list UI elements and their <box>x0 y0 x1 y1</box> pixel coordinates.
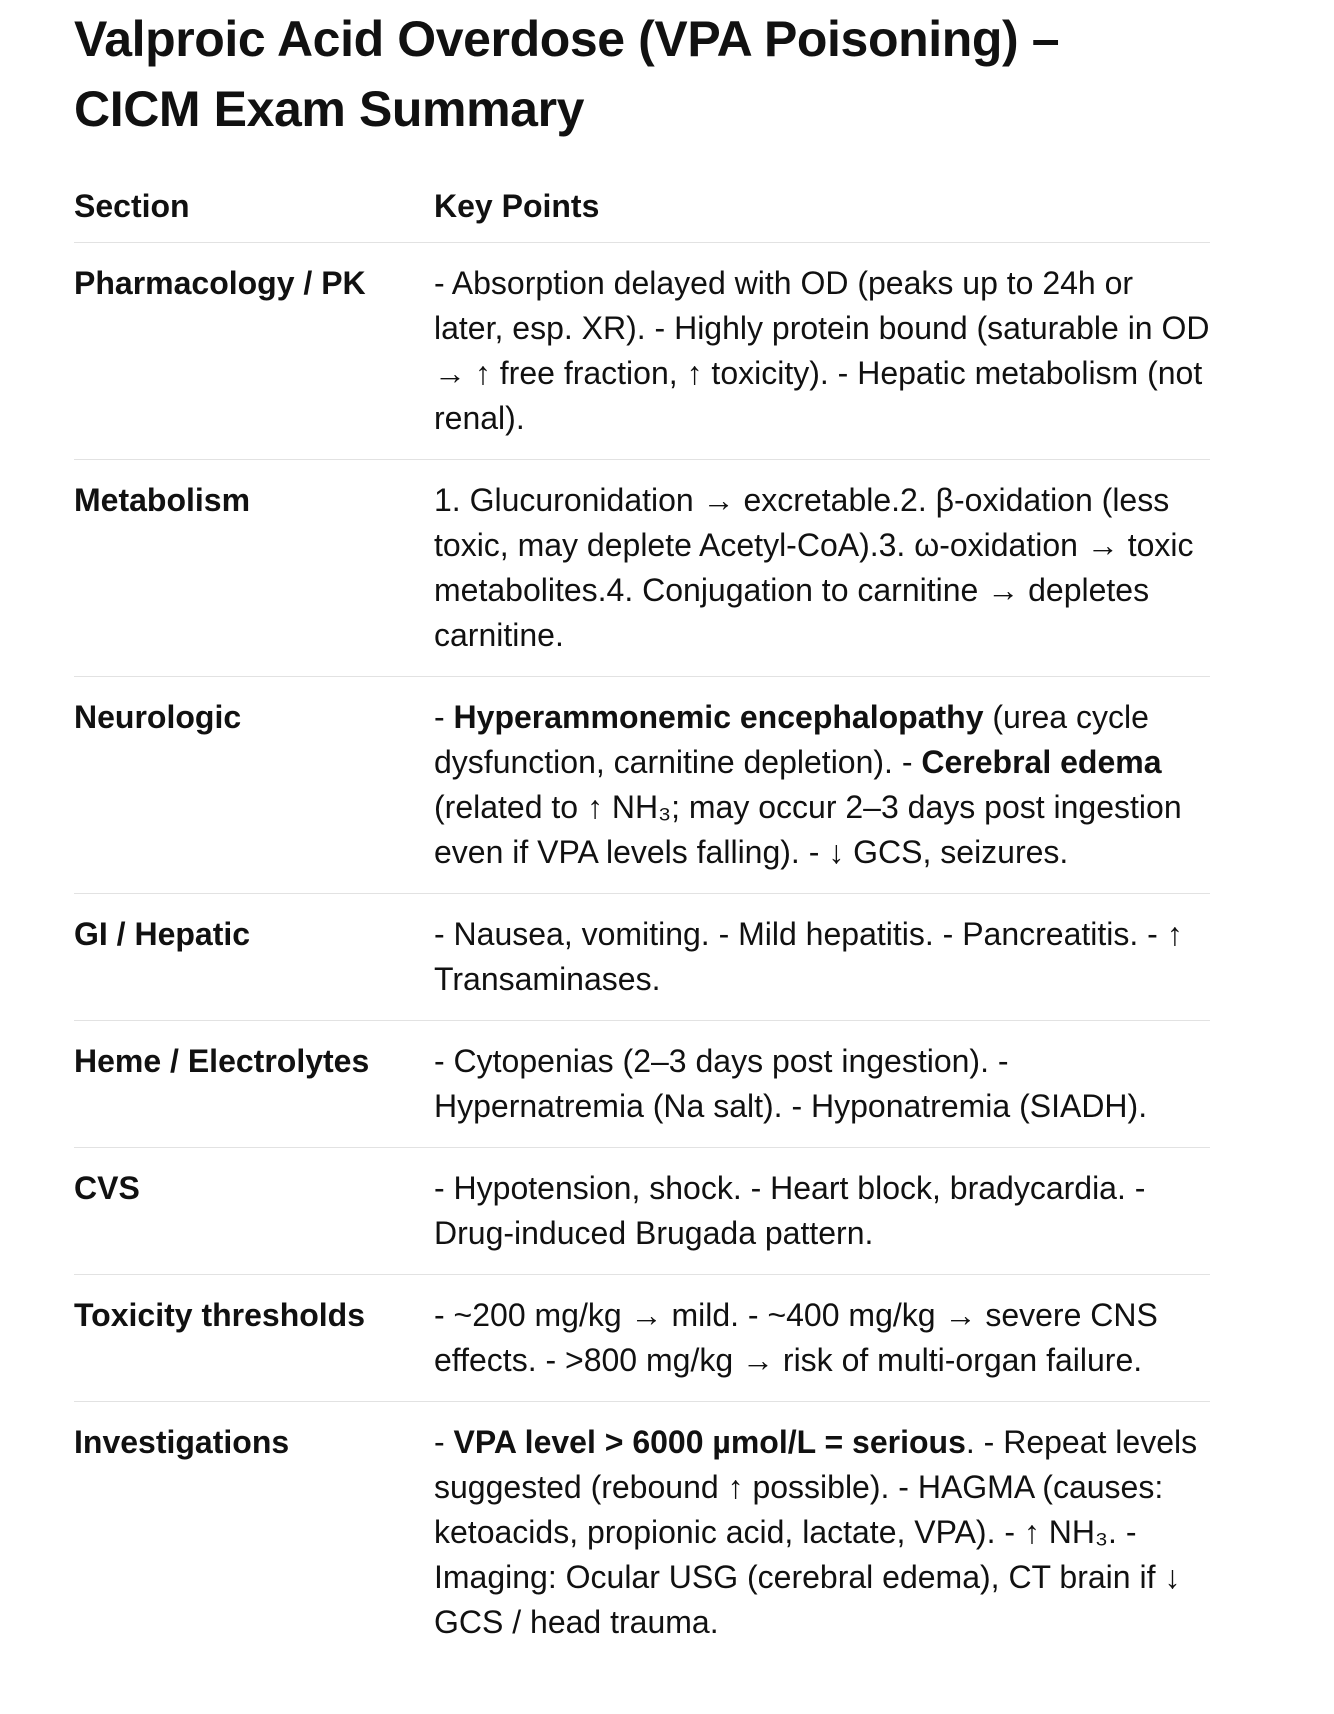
page-title: Valproic Acid Overdose (VPA Poisoning) – CICM Exam Summary <box>74 11 1060 137</box>
key-point-text: - ~200 mg/kg → mild. - ~400 mg/kg → severe CNS effects. - >800 mg/kg → risk of multi-organ failure. <box>434 1297 1158 1378</box>
row-key-points <box>434 460 1210 676</box>
table-row <box>74 460 1210 677</box>
table-row <box>74 1402 1210 1663</box>
table-row <box>74 1021 1210 1148</box>
row-key-points <box>434 1402 1210 1663</box>
key-point-text: - Nausea, vomiting. - Mild hepatitis. - Pancreatitis. - ↑ Transaminases. <box>434 916 1183 997</box>
key-point-text: - <box>434 699 454 735</box>
key-point-emphasis: Hyperammonemic encephalopathy <box>453 699 984 735</box>
header-key-points: Key Points <box>434 188 600 224</box>
header-section: Section <box>74 188 190 224</box>
row-section-label: Pharmacology / PK <box>74 265 366 301</box>
row-key-points <box>434 243 1210 459</box>
row-key-points <box>434 1021 1210 1147</box>
key-point-text: - Hypotension, shock. - Heart block, bradycardia. - Drug-induced Brugada pattern. <box>434 1170 1146 1251</box>
key-point-text: (urea cycle dysfunction, carnitine depletion). - <box>434 699 1149 780</box>
key-point-emphasis: VPA level > 6000 µmol/L = serious <box>453 1424 966 1460</box>
row-section-label: GI / Hepatic <box>74 916 251 952</box>
table-row <box>74 1275 1210 1402</box>
key-point-text: 1. Glucuronidation → excretable.2. β-oxidation (less toxic, may deplete Acetyl-CoA).3. ω-oxidation → toxic metabolites.4. Conjugation to carnitine → depletes carnitine. <box>434 482 1194 653</box>
table-header-row <box>74 180 1210 243</box>
key-point-text: . - Repeat levels suggested (rebound ↑ possible). - HAGMA (causes: ketoacids, propionic acid, lactate, VPA). - ↑ NH₃. - Imaging: Ocular USG (cerebral edema), CT brain if ↓ GCS / head trauma. <box>434 1424 1198 1640</box>
key-point-text: - <box>434 1424 454 1460</box>
row-key-points <box>434 677 1210 893</box>
row-section-label: Investigations <box>74 1424 290 1460</box>
table-row <box>74 1148 1210 1275</box>
table-row <box>74 243 1210 460</box>
key-point-text: (related to ↑ NH₃; may occur 2–3 days post ingestion even if VPA levels falling). - ↓ GCS, seizures. <box>434 789 1182 870</box>
row-section-label: Metabolism <box>74 482 251 518</box>
row-key-points <box>434 894 1210 1020</box>
row-section-label: Neurologic <box>74 699 242 735</box>
table-row <box>74 677 1210 894</box>
row-key-points <box>434 1275 1210 1401</box>
row-section-label: Heme / Electrolytes <box>74 1043 370 1079</box>
table-body <box>74 243 1210 1663</box>
summary-table <box>74 180 1210 1663</box>
table-row <box>74 894 1210 1021</box>
key-point-text: - Absorption delayed with OD (peaks up to 24h or later, esp. XR). - Highly protein bound (saturable in OD → ↑ free fraction, ↑ toxicity). - Hepatic metabolism (not renal). <box>434 265 1210 436</box>
row-section-label: CVS <box>74 1170 140 1206</box>
key-point-text: - Cytopenias (2–3 days post ingestion). - Hypernatremia (Na salt). - Hyponatremia (SIADH). <box>434 1043 1148 1124</box>
row-key-points <box>434 1148 1210 1274</box>
row-section-label: Toxicity thresholds <box>74 1297 366 1333</box>
key-point-emphasis: Cerebral edema <box>921 744 1162 780</box>
